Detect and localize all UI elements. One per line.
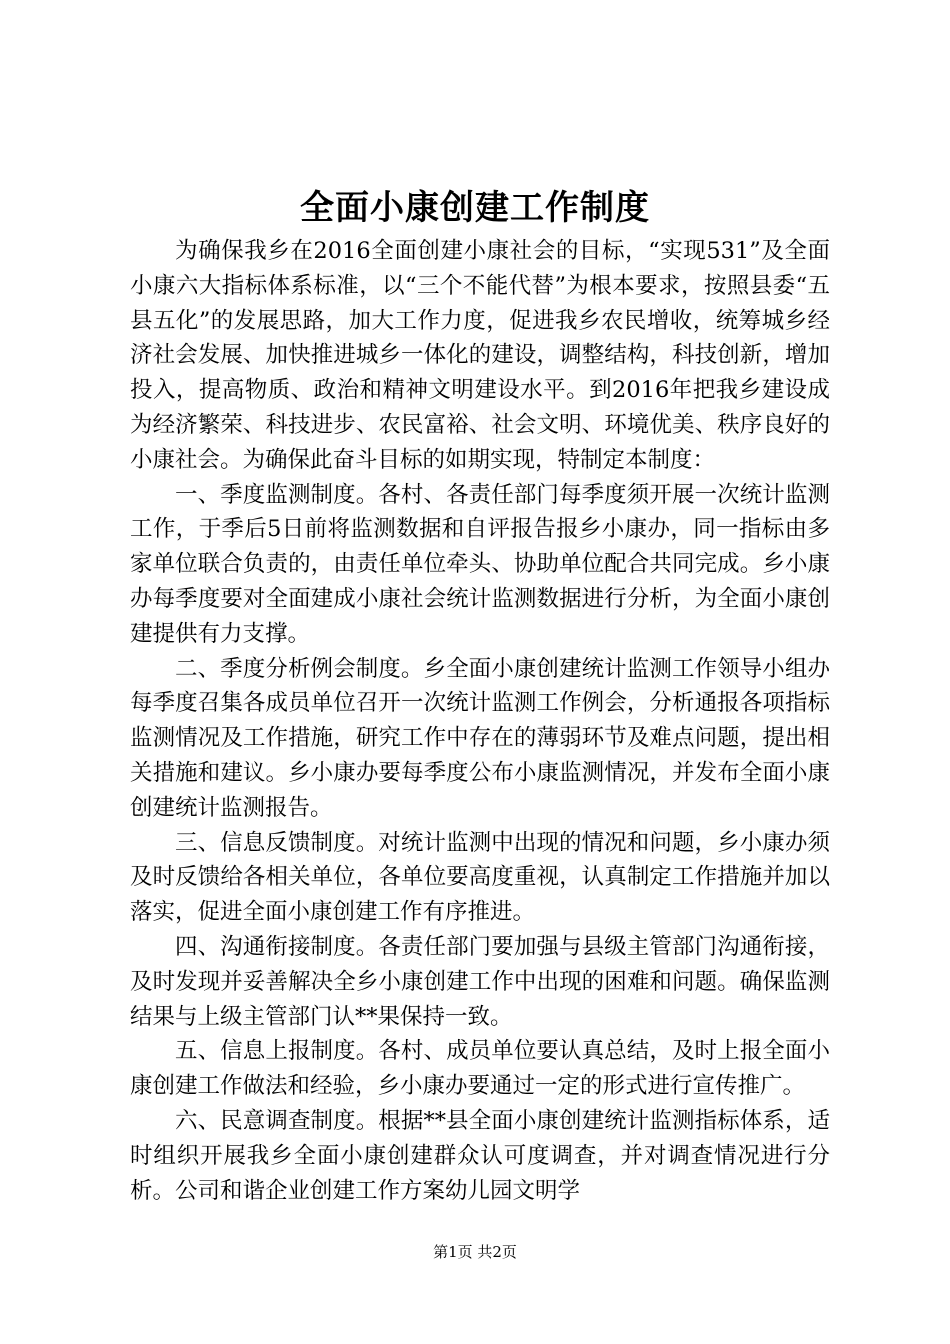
paragraph-quarterly-monitoring: 一、季度监测制度。各村、各责任部门每季度须开展一次统计监测工作，于季后5日前将监测数据和自评报告报乡小康办，同一指标由多家单位联合负责的，由责任单位牵头、协助单位配合共同完成。乡小康办每季度要对全面建成小康社会统计监测数据进行分析，为全面小康创建提供有力支撑。 [130, 481, 830, 647]
document-title: 全面小康创建工作制度 [300, 188, 650, 228]
document-body [130, 234, 830, 1208]
page-number-footer: 第1页 共2页 [433, 1243, 517, 1261]
paragraph-feedback: 三、信息反馈制度。对统计监测中出现的情况和问题，乡小康办须及时反馈给各相关单位，各单位要高度重视，认真制定工作措施并加以落实，促进全面小康创建工作有序推进。 [130, 829, 830, 926]
paragraph-intro: 为确保我乡在2016全面创建小康社会的目标，“实现531”及全面小康六大指标体系标准，以“三个不能代替”为根本要求，按照县委“五县五化”的发展思路，加大工作力度，促进我乡农民增收，统筹城乡经济社会发展、加快推进城乡一体化的建设，调整结构，科技创新，增加投入，提高物质、政治和精神文明建设水平。到2016年把我乡建设成为经济繁荣、科技进步、农民富裕、社会文明、环境优美、秩序良好的小康社会。为确保此奋斗目标的如期实现，特制定本制度： [130, 238, 830, 473]
paragraph-reporting: 五、信息上报制度。各村、成员单位要认真总结，及时上报全面小康创建工作做法和经验，乡小康办要通过一定的形式进行宣传推广。 [130, 1038, 830, 1100]
paragraph-communication: 四、沟通衔接制度。各责任部门要加强与县级主管部门沟通衔接，及时发现并妥善解决全乡小康创建工作中出现的困难和问题。确保监测结果与上级主管部门认**果保持一致。 [130, 933, 830, 1030]
paragraph-survey: 六、民意调查制度。根据**县全面小康创建统计监测指标体系，适时组织开展我乡全面小康创建群众认可度调查，并对调查情况进行分析。公司和谐企业创建工作方案幼儿园文明学 [130, 1107, 830, 1204]
paragraph-quarterly-meeting: 二、季度分析例会制度。乡全面小康创建统计监测工作领导小组办每季度召集各成员单位召开一次统计监测工作例会，分析通报各项指标监测情况及工作措施，研究工作中存在的薄弱环节及难点问题，提出相关措施和建议。乡小康办要每季度公布小康监测情况，并发布全面小康创建统计监测报告。 [130, 655, 830, 821]
